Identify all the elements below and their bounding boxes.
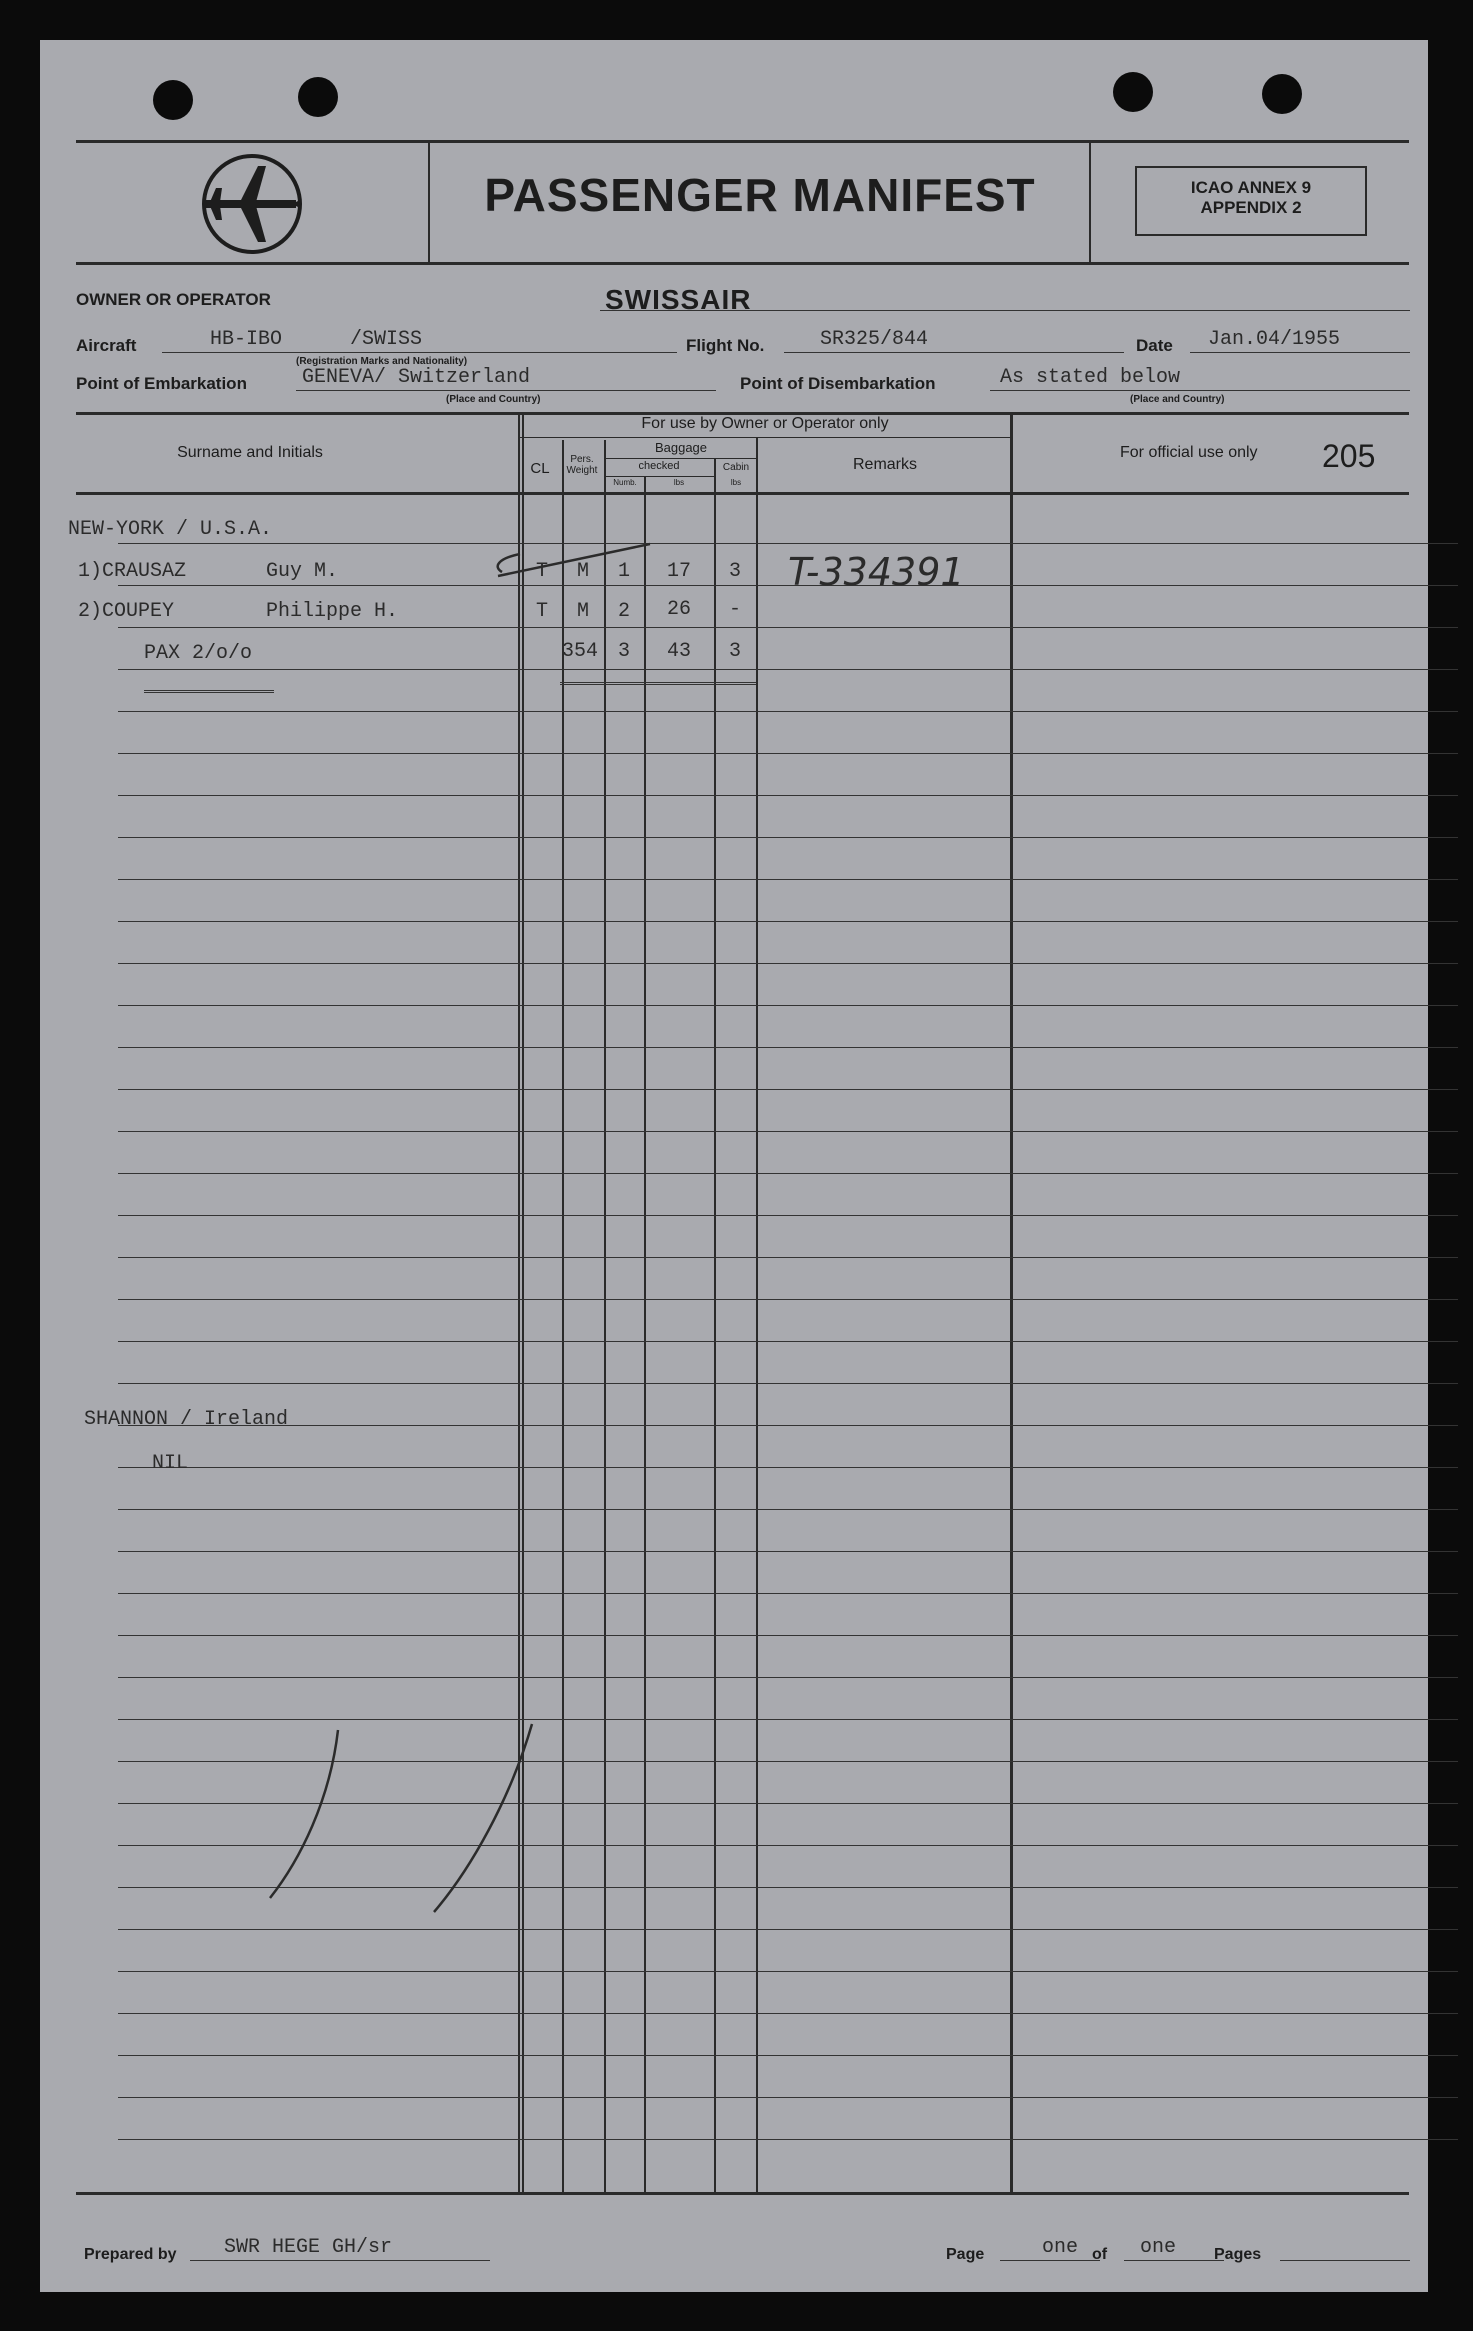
passenger-1-class: T [535,560,548,583]
checked-rule [604,476,714,477]
page-total-underline [1124,2260,1224,2261]
disembarkation-caption: (Place and Country) [1130,394,1225,405]
passenger-1-cabin-lbs: 3 [728,560,741,583]
ruled-line [118,1635,1458,1636]
date-label: Date [1136,336,1173,355]
aircraft-nationality: /SWISS [350,328,423,351]
embarkation-caption: (Place and Country) [446,394,541,405]
ruled-line [118,1215,1458,1216]
ruled-line [118,1299,1458,1300]
owner-use-rule [518,437,1010,438]
flight-no-label: Flight No. [686,336,765,355]
ruled-line [118,1425,1458,1426]
owner-operator-label: OWNER OR OPERATOR [76,290,271,309]
ruled-line [118,1089,1458,1090]
passenger-2-class: T [535,600,548,623]
number-subheader: Numb. [613,478,637,487]
header-top-rule [76,140,1409,143]
flight-no-underline [784,352,1124,353]
ruled-line [118,1173,1458,1174]
of-label: of [1092,2246,1108,2263]
page-underline [1000,2260,1100,2261]
pages-label: Pages [1214,2246,1262,2263]
disembarkation-label: Point of Disembarkation [740,374,936,393]
cabin-header: Cabin [722,462,750,473]
pax-total-underline [144,690,274,693]
total-weight: 354 [561,640,598,663]
passenger-1-bag-lbs: 17 [666,560,691,583]
section-heading-shannon: SHANNON / Ireland [84,1408,289,1431]
aircraft-registration: HB-IBO [210,328,283,351]
ruled-line [118,543,1458,544]
cabin-lbs-subheader: lbs [730,478,742,487]
passenger-2-weight: M [576,600,589,623]
header-divider [428,140,430,264]
column-divider [522,412,524,2192]
ruled-line [118,1551,1458,1552]
official-number: 205 [1322,438,1376,474]
column-divider [714,458,716,2192]
cl-column-header: CL [530,460,550,477]
totals-underline [560,682,756,685]
ruled-line [118,1593,1458,1594]
ruled-line [118,795,1458,796]
punch-hole [153,80,193,120]
table-bottom-rule [76,2192,1409,2195]
date-underline [1190,352,1410,353]
passenger-1-name: 1)CRAUSAZ [78,560,187,583]
surname-column-header: Surname and Initials [177,444,323,461]
manifest-sheet [40,40,1428,2292]
baggage-rule [604,458,756,459]
ruled-line [118,627,1458,628]
passenger-2-cabin-lbs: - [728,598,741,621]
embarkation-value: GENEVA/ Switzerland [302,366,531,389]
ruled-line [118,1509,1458,1510]
lbs-subheader: lbs [673,478,685,487]
pages-underline [1280,2260,1410,2261]
remarks-header: Remarks [852,456,917,473]
ruled-line [118,921,1458,922]
pers-label: Pers. [570,454,594,465]
weight-label: Weight [566,465,598,476]
passenger-2-bag-number: 2 [617,600,630,623]
table-header-bottom-rule [76,492,1409,495]
baggage-header: Baggage [654,440,708,455]
punch-hole [298,77,338,117]
ruled-line [118,1971,1458,1972]
shannon-nil: NIL [152,1452,189,1475]
column-divider [644,476,646,2192]
ruled-line [118,963,1458,964]
handwritten-strokes-icon [220,1720,550,1920]
passenger-1-initials: Guy M. [266,560,339,583]
registration-caption: (Registration Marks and Nationality) [296,356,468,367]
disembarkation-value: As stated below [1000,366,1181,389]
total-bag-lbs: 43 [666,640,691,663]
ruled-line [118,1341,1458,1342]
ruled-line [118,1131,1458,1132]
ruled-line [118,1467,1458,1468]
aircraft-underline [162,352,677,353]
section-heading-newyork: NEW-YORK / U.S.A. [68,518,273,541]
header-bottom-rule [76,262,1409,265]
passenger-1-remark: T-334391 [788,550,965,594]
embarkation-underline [296,390,716,391]
page-number: one [1042,2236,1079,2259]
page-total: one [1140,2236,1177,2259]
passenger-1-bag-number: 1 [617,560,630,583]
form-title: PASSENGER MANIFEST [484,169,1036,221]
ruled-line [118,837,1458,838]
ruled-line [118,2055,1458,2056]
ruled-line [118,2013,1458,2014]
checked-header: checked [638,460,680,472]
embarkation-label: Point of Embarkation [76,374,247,393]
ruled-line [118,753,1458,754]
flight-number: SR325/844 [820,328,929,351]
ruled-line [118,711,1458,712]
ruled-line [118,1257,1458,1258]
header-divider [1089,140,1091,264]
operator-underline [600,310,1410,311]
passenger-1-weight: M [576,560,589,583]
pax-total-label: PAX 2/o/o [144,642,253,665]
owner-use-header: For use by Owner or Operator only [641,415,889,432]
ruled-line [118,1383,1458,1384]
punch-hole [1262,74,1302,114]
page-label: Page [946,2246,985,2263]
pers-weight-header [562,454,602,476]
icao-appendix-line: APPENDIX 2 [1200,198,1302,217]
ruled-line [118,669,1458,670]
ruled-line [118,1005,1458,1006]
airplane-logo-icon [200,152,304,256]
ruled-line [118,1929,1458,1930]
ruled-line [118,879,1458,880]
icao-annex-box [1135,166,1367,236]
ruled-line [118,2139,1458,2140]
icao-annex-line: ICAO ANNEX 9 [1190,178,1312,197]
ruled-line [118,1047,1458,1048]
ruled-line [118,2097,1458,2098]
total-cabin-lbs: 3 [728,640,741,663]
aircraft-label: Aircraft [76,336,137,355]
check-mark-icon [450,536,660,606]
prepared-by-underline [190,2260,490,2261]
official-use-header: For official use only [1120,444,1258,461]
prepared-by-label: Prepared by [84,2246,177,2263]
total-bag-number: 3 [617,640,630,663]
passenger-2-name: 2)COUPEY [78,600,175,623]
prepared-by-value: SWR HEGE GH/sr [224,2236,393,2259]
ruled-line [118,1677,1458,1678]
operator-name: SWISSAIR [605,284,752,315]
passenger-2-initials: Philippe H. [266,600,399,623]
passenger-2-bag-lbs: 26 [666,598,691,621]
punch-hole [1113,72,1153,112]
disembarkation-underline [990,390,1410,391]
column-divider [1010,412,1013,2192]
column-divider [518,412,520,2192]
flight-date: Jan.04/1955 [1208,328,1341,351]
